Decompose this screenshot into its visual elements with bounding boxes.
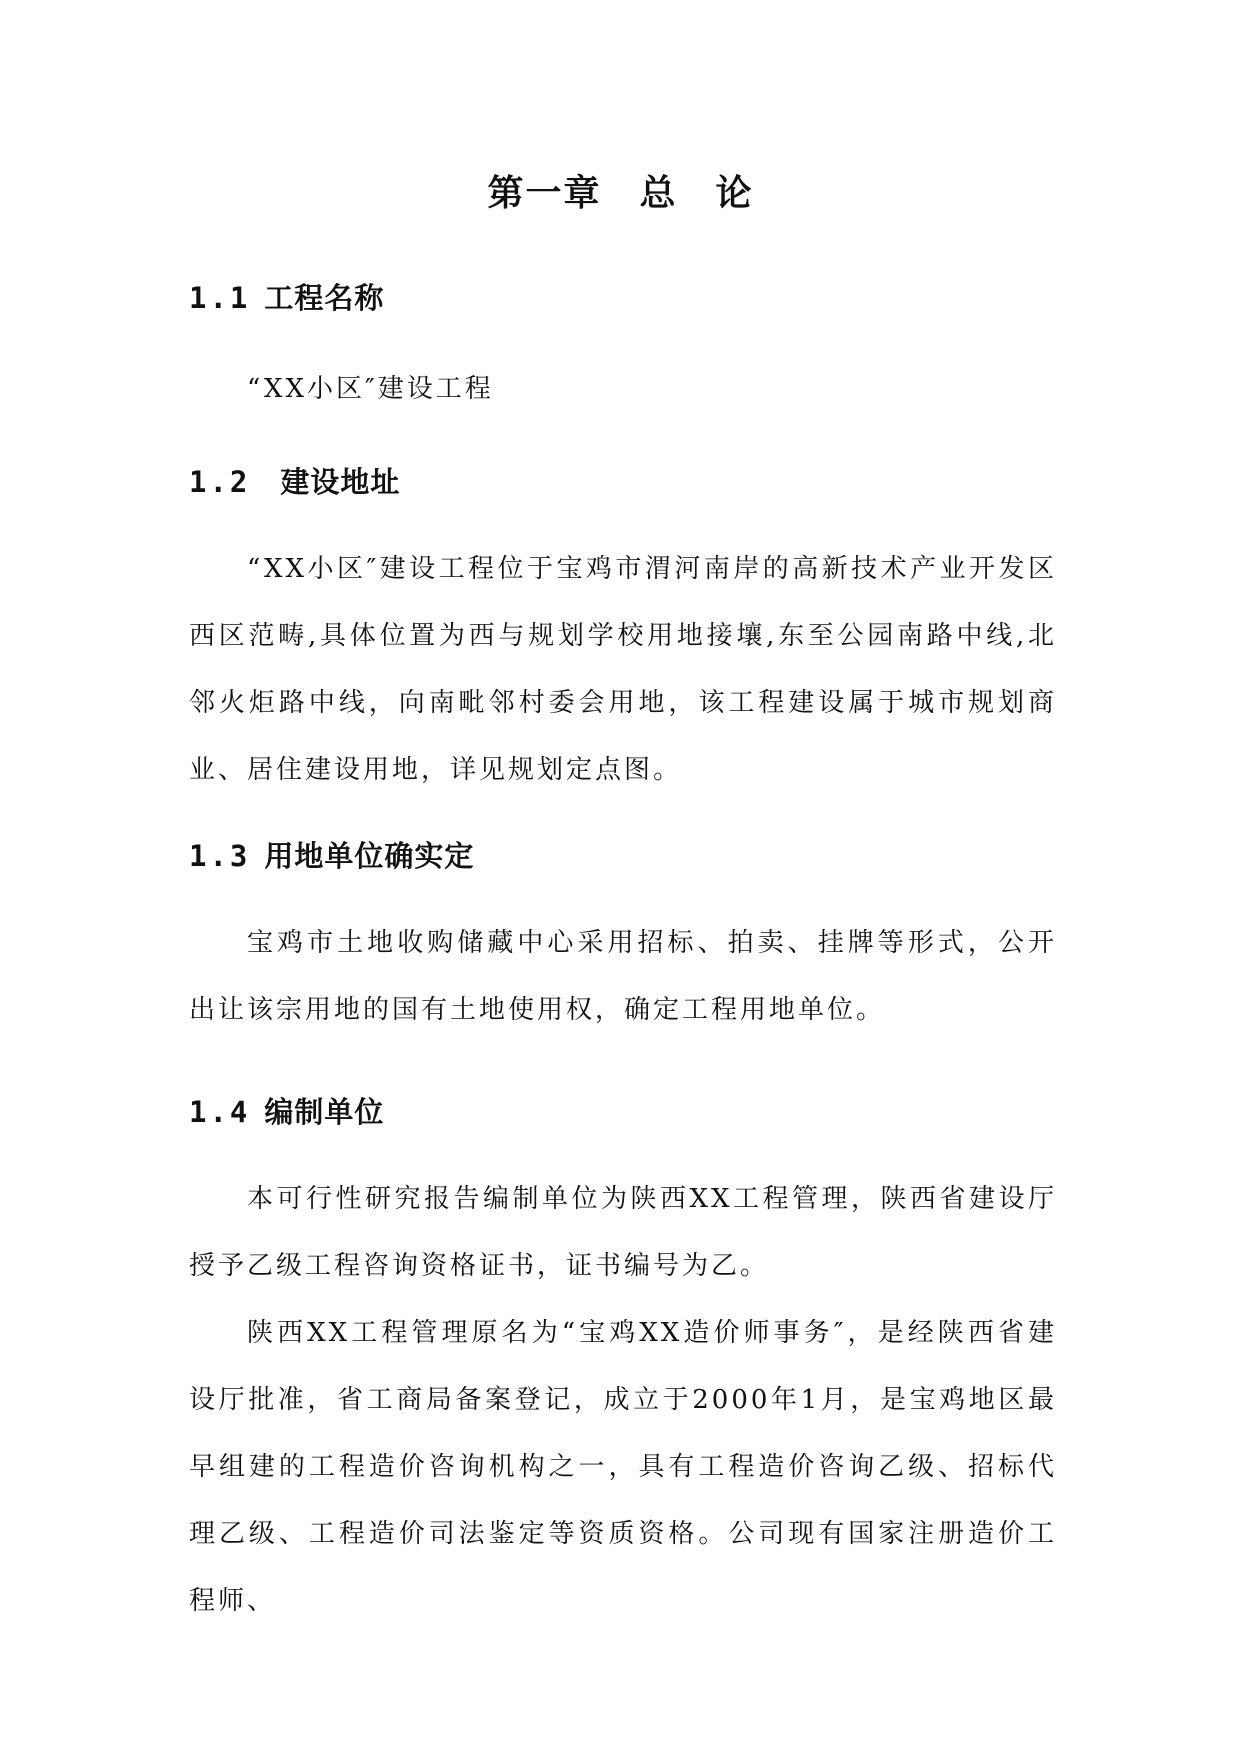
section-body-1-1: “XX小区″建设工程 (247, 374, 494, 404)
section-number: 1.1 (189, 281, 251, 315)
section-heading-1-4 (189, 1090, 384, 1131)
section-heading-1-2 (189, 460, 400, 501)
section-number: 1.4 (189, 1095, 251, 1129)
section-heading-1-1 (189, 276, 384, 317)
section-title: 工程名称 (264, 281, 385, 315)
section-title: 用地单位确实定 (264, 839, 475, 873)
section-heading-1-3 (189, 834, 474, 875)
section-body-1-3: 宝鸡市土地收购储藏中心采用招标、拍卖、挂牌等形式，公开出让该宗用地的国有土地使用权，确定工程用地单位。 (189, 928, 1057, 1025)
section-body-1-2: “XX小区″建设工程位于宝鸡市渭河南岸的高新技术产业开发区西区范畴,具体位置为西与规划学校用地接壤,东至公园南路中线,北邻火炬路中线，向南毗邻村委会用地，该工程建设属于城市规划商业、居住建设用地，详见规划定点图。 (189, 554, 1057, 785)
section-number: 1.3 (189, 839, 251, 873)
section-number: 1.2 (189, 465, 251, 499)
section-body-1-4: 本可行性研究报告编制单位为陕西XX工程管理，陕西省建设厅授予乙级工程咨询资格证书，证书编号为乙。 (189, 1184, 1057, 1281)
chapter-title: 第一章 总 论 (487, 172, 754, 214)
section-body-1-4-continued: 陕西XX工程管理原名为“宝鸡XX造价师事务″，是经陕西省建设厅批准，省工商局备案登记，成立于2000年1月，是宝鸡地区最早组建的工程造价咨询机构之一，具有工程造价咨询乙级、招标代理乙级、工程造价司法鉴定等资质资格。公司现有国家注册造价工程师、 (189, 1318, 1057, 1616)
section-title: 建设地址 (280, 465, 401, 499)
section-title: 编制单位 (264, 1095, 385, 1129)
